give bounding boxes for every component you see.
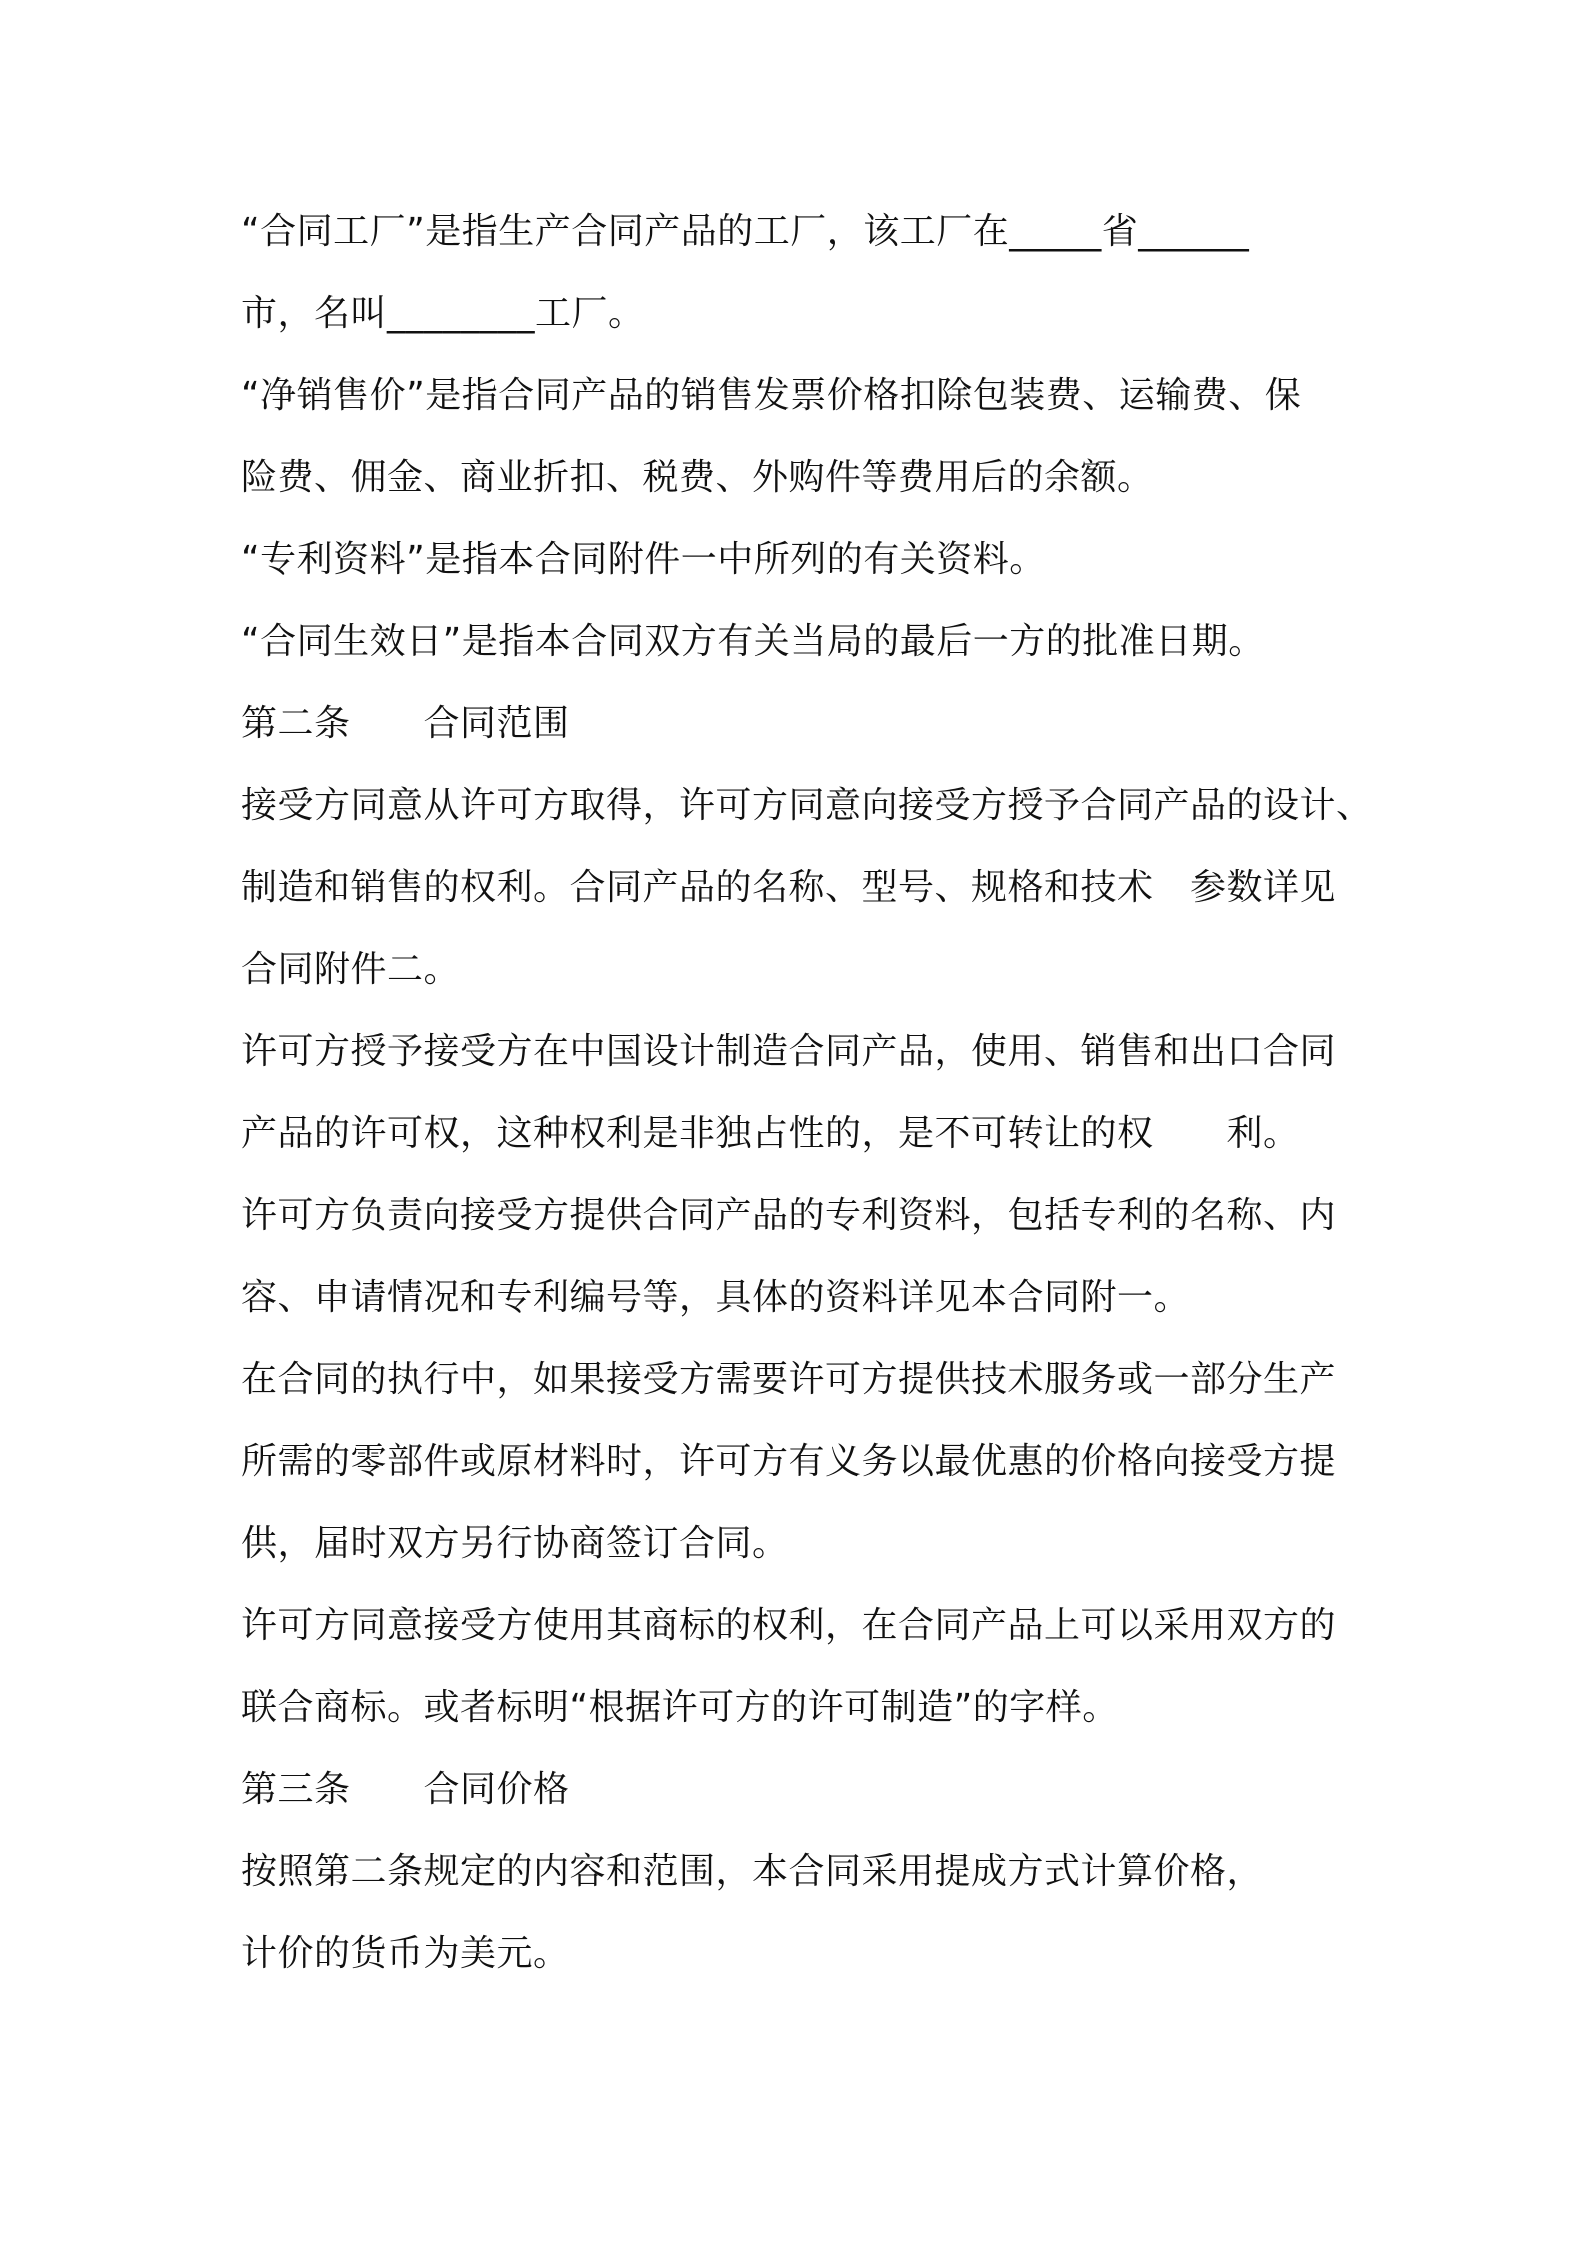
article-2-para-1-line-1: 接受方同意从许可方取得，许可方同意向接受方授予合同产品的设计、 <box>241 785 1373 826</box>
article-3-heading: 第三条 合同价格 <box>241 1769 570 1810</box>
article-2-para-2-line-2: 产品的许可权，这种权利是非独占性的，是不可转让的权 利。 <box>241 1113 1300 1154</box>
article-3-para-1-line-1: 按照第二条规定的内容和范围，本合同采用提成方式计算价格， <box>241 1851 1264 1892</box>
article-2-para-3-line-1: 许可方负责向接受方提供合同产品的专利资料，包括专利的名称、内 <box>241 1195 1337 1236</box>
article-2-para-1-line-2: 制造和销售的权利。合同产品的名称、型号、规格和技术 参数详见 <box>241 867 1337 908</box>
definition-patent-data: “专利资料”是指本合同附件一中所列的有关资料。 <box>241 539 1046 580</box>
article-2-para-1-line-3: 合同附件二。 <box>241 949 461 990</box>
definition-contract-factory-line-1: “合同工厂”是指生产合同产品的工厂，该工厂在_____省______ <box>241 211 1250 252</box>
article-2-para-2-line-1: 许可方授予接受方在中国设计制造合同产品，使用、销售和出口合同 <box>241 1031 1337 1072</box>
definition-net-price-line-1: “净销售价”是指合同产品的销售发票价格扣除包装费、运输费、保 <box>241 375 1302 416</box>
article-2-para-4-line-2: 所需的零部件或原材料时，许可方有义务以最优惠的价格向接受方提 <box>241 1441 1337 1482</box>
article-3-para-1-line-2: 计价的货币为美元。 <box>241 1933 570 1974</box>
article-2-para-5-line-2: 联合商标。或者标明“根据许可方的许可制造”的字样。 <box>241 1687 1119 1728</box>
definition-net-price-line-2: 险费、佣金、商业折扣、税费、外购件等费用后的余额。 <box>241 457 1154 498</box>
article-2-para-4-line-1: 在合同的执行中，如果接受方需要许可方提供技术服务或一部分生产 <box>241 1359 1337 1400</box>
definition-effective-date: “合同生效日”是指本合同双方有关当局的最后一方的批准日期。 <box>241 621 1265 662</box>
definition-contract-factory-line-2: 市，名叫________工厂。 <box>241 293 645 334</box>
article-2-heading: 第二条 合同范围 <box>241 703 570 744</box>
article-2-para-5-line-1: 许可方同意接受方使用其商标的权利，在合同产品上可以采用双方的 <box>241 1605 1337 1646</box>
article-2-para-4-line-3: 供，届时双方另行协商签订合同。 <box>241 1523 789 1564</box>
article-2-para-3-line-2: 容、申请情况和专利编号等，具体的资料详见本合同附一。 <box>241 1277 1191 1318</box>
